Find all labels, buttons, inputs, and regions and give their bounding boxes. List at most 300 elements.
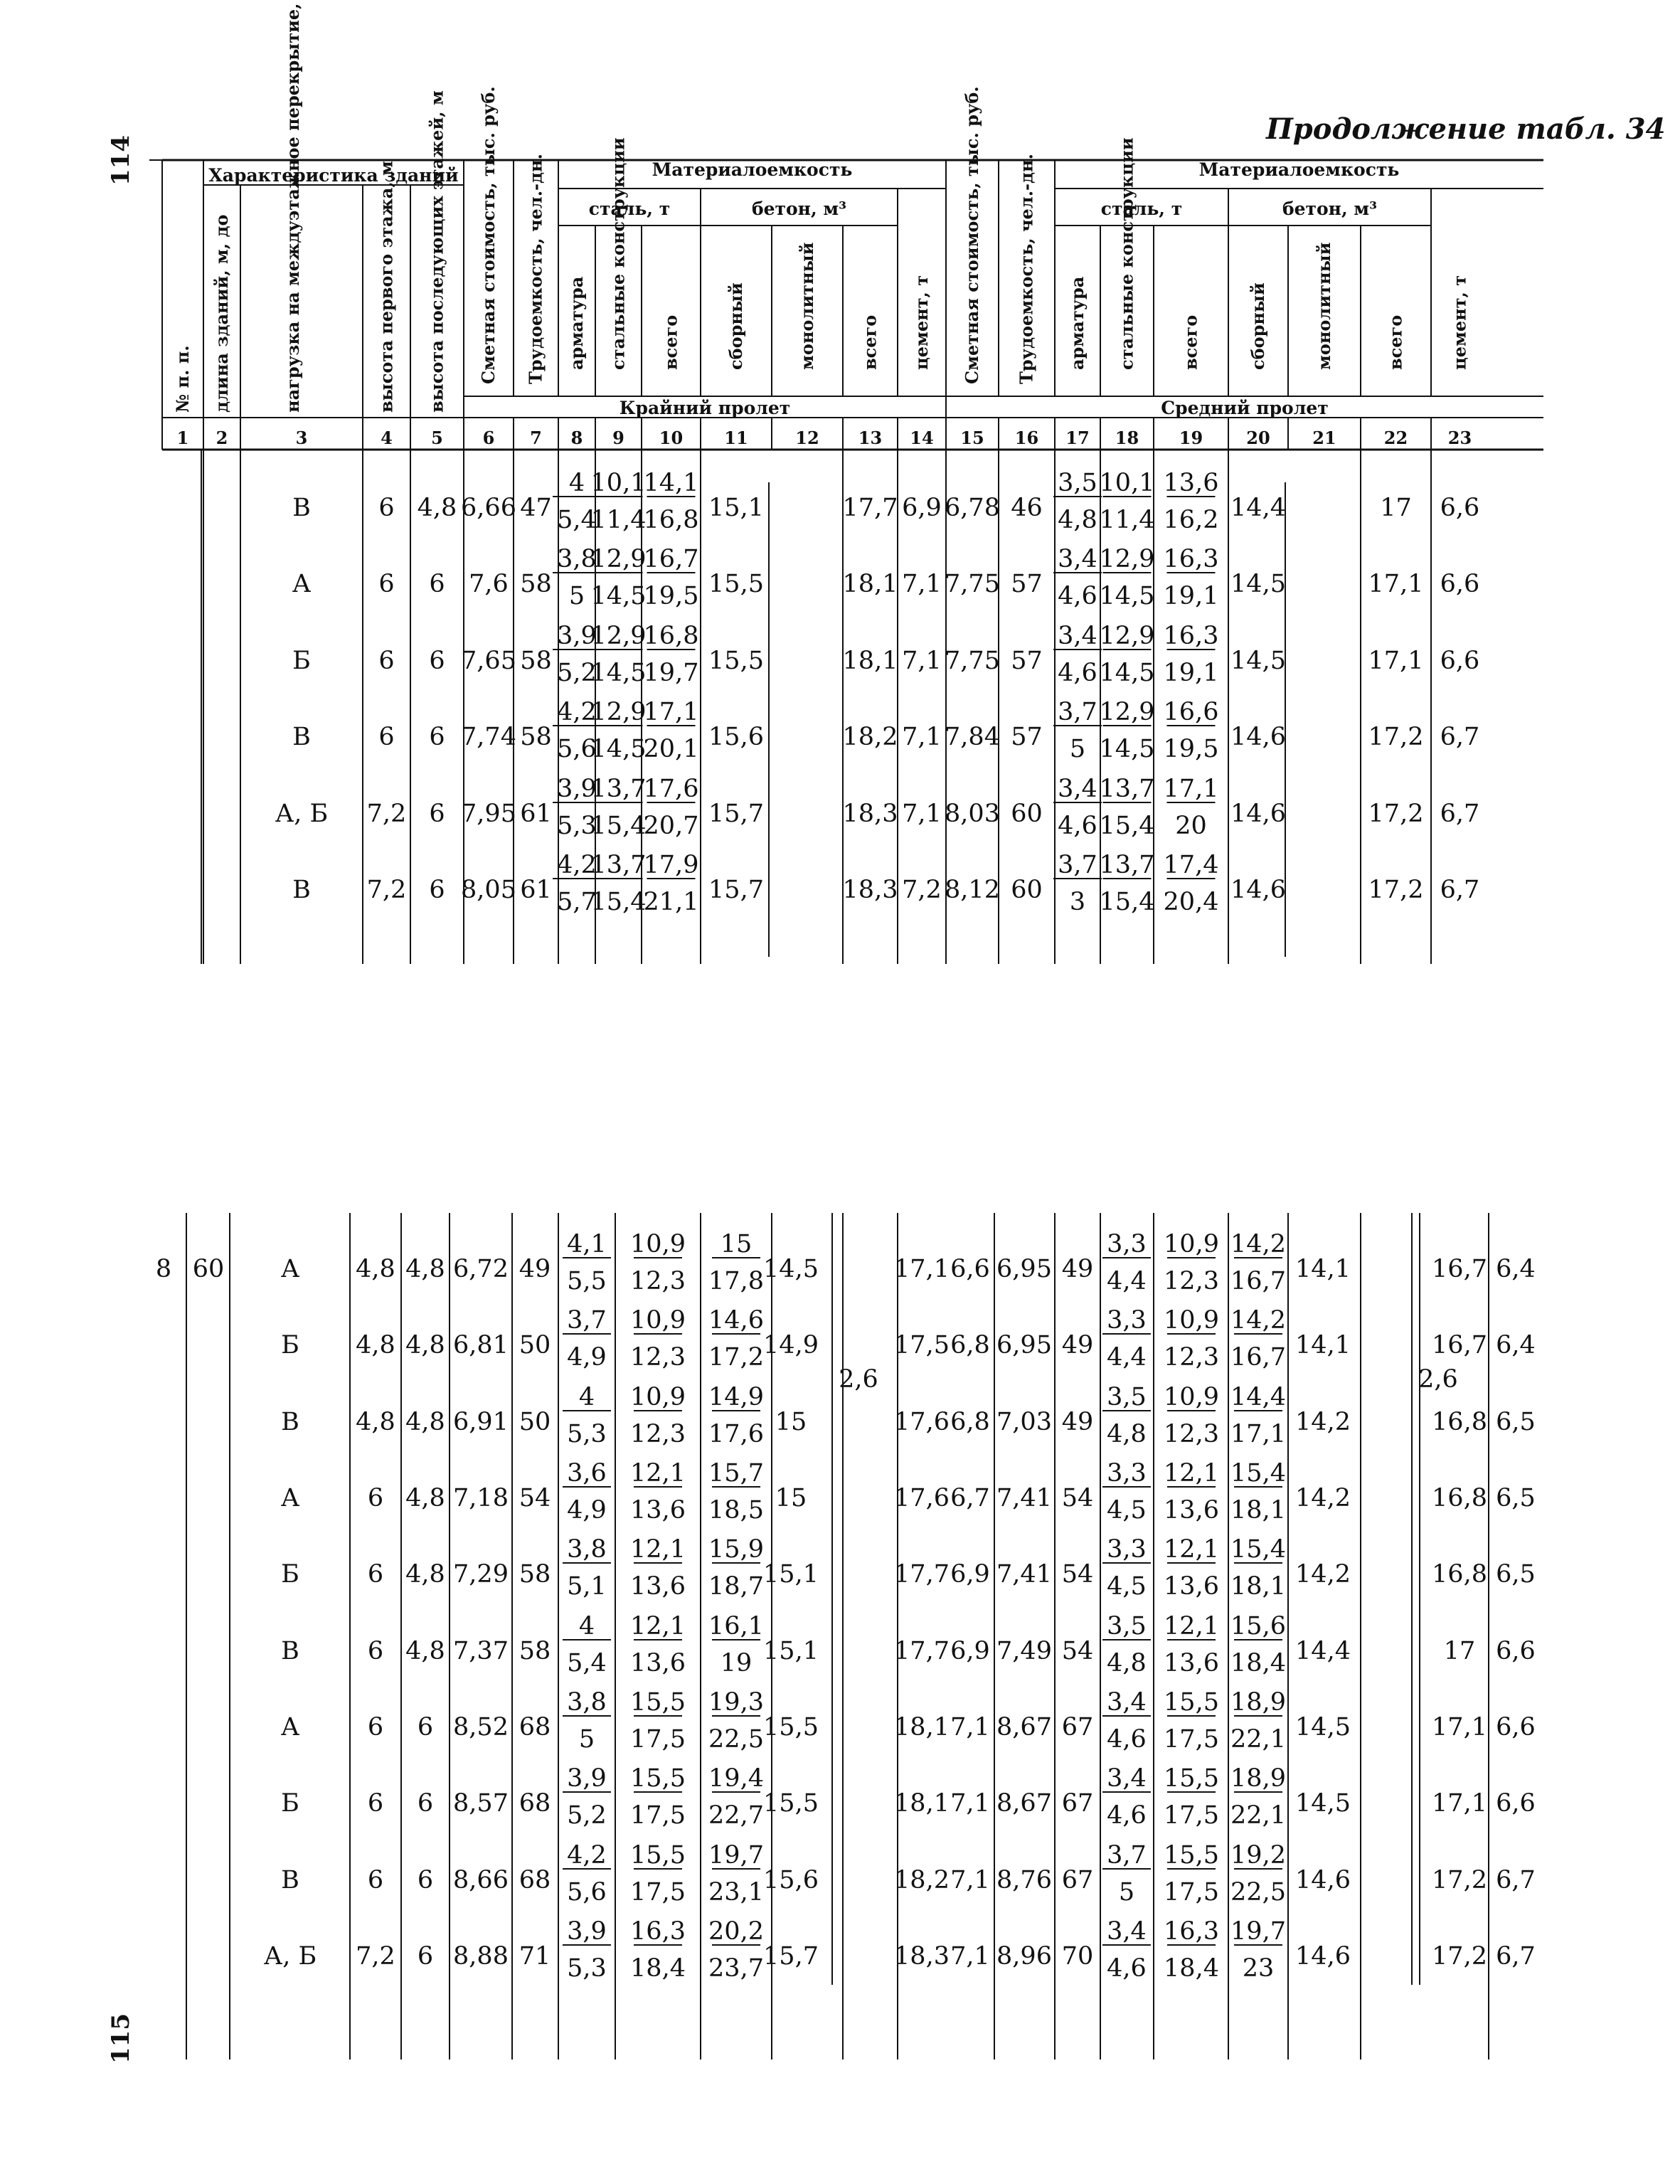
bottom-row-2-concrete-total-outer: 17,5 xyxy=(894,1331,950,1359)
bottom-row-6-precast-outer: 15,1 xyxy=(763,1637,819,1665)
column-number-5: 5 xyxy=(431,428,443,448)
top-row-3-steel-structures-outer-numerator: 12,9 xyxy=(590,622,647,650)
header-cost-outer: Сметная стоимость, тыс. руб. xyxy=(478,86,499,384)
bottom-row-4-cost-middle: 7,41 xyxy=(996,1484,1052,1512)
bottom-row-2-armature-outer-numerator: 3,7 xyxy=(567,1306,607,1335)
bottom-row-2-precast-outer: 14,9 xyxy=(763,1331,819,1359)
bottom-row-3-armature-middle-numerator: 3,5 xyxy=(1107,1383,1147,1411)
bottom-row-7-armature-outer-numerator: 3,8 xyxy=(567,1688,607,1717)
header-length: длина зданий, м, до xyxy=(211,214,232,413)
bottom-row-1-labor-outer: 49 xyxy=(519,1255,551,1283)
bottom-row-6-next-floors: 4,8 xyxy=(405,1637,445,1665)
bottom-row-5-next-floors: 4,8 xyxy=(405,1560,445,1589)
top-row-5-steel-total-middle-denominator: 20 xyxy=(1175,812,1207,840)
bottom-row-1-steel-total-middle-denominator: 16,7 xyxy=(1230,1267,1286,1295)
bottom-row-8-labor-middle: 67 xyxy=(1061,1789,1094,1818)
bottom-row-10-next-floors: 6 xyxy=(417,1942,434,1971)
top-row-4-steel-total-outer-denominator: 20,1 xyxy=(643,735,699,763)
bottom-row-4-steel-structures-outer-numerator: 12,1 xyxy=(630,1459,686,1488)
header-row-number: № п. п. xyxy=(172,345,193,413)
top-row-4-steel-structures-outer-denominator: 14,5 xyxy=(590,735,647,763)
bottom-row-7-steel-structures-outer-numerator: 15,5 xyxy=(630,1688,686,1717)
bottom-row-8-concrete-total-middle: 17,1 xyxy=(1432,1789,1487,1818)
top-row-5-concrete-total-middle: 17,2 xyxy=(1368,800,1424,828)
bottom-row-3-armature-outer-denominator: 5,3 xyxy=(567,1420,607,1448)
bottom-row-6-labor-outer: 58 xyxy=(519,1637,551,1665)
bottom-row-7-next-floors: 6 xyxy=(417,1713,434,1742)
top-row-1-cost-outer: 6,66 xyxy=(461,494,516,522)
header-next-floor-height: высота последующих этажей, м xyxy=(426,90,447,413)
bottom-row-8-armature-middle-denominator: 4,6 xyxy=(1107,1801,1147,1830)
bottom-row-6-armature-middle-denominator: 4,8 xyxy=(1107,1649,1147,1677)
bottom-row-8-steel-structures-outer-numerator: 15,5 xyxy=(630,1764,686,1793)
bottom-row-8-armature-middle-numerator: 3,4 xyxy=(1107,1764,1147,1793)
bottom-row-9-precast-outer: 15,6 xyxy=(763,1866,819,1894)
bottom-row-3-steel-total-outer-numerator: 14,9 xyxy=(708,1383,764,1411)
column-number-10: 10 xyxy=(659,428,684,448)
top-row-1-first-floor: 6 xyxy=(378,494,395,522)
bottom-row-7-concrete-total-middle: 17,1 xyxy=(1432,1713,1487,1742)
bottom-row-2-precast-middle: 14,1 xyxy=(1295,1331,1351,1359)
top-row-1-labor-outer: 47 xyxy=(520,494,552,522)
header-middle-span: Средний пролет xyxy=(1161,398,1329,418)
header-steel-outer: сталь, т xyxy=(588,198,671,219)
top-row-6-steel-structures-middle-numerator: 13,7 xyxy=(1099,851,1155,879)
bottom-building-length: 60 xyxy=(192,1255,225,1283)
top-row-3-cement-outer: 7,1 xyxy=(902,647,942,675)
bottom-row-1-steel-structures-outer-denominator: 12,3 xyxy=(630,1267,686,1295)
bottom-row-5-labor-outer: 58 xyxy=(519,1560,551,1589)
bottom-row-9-armature-outer-denominator: 5,6 xyxy=(567,1878,607,1907)
bottom-row-6-steel-total-middle-denominator: 18,4 xyxy=(1230,1649,1286,1677)
bottom-row-3-steel-total-middle-numerator: 14,4 xyxy=(1230,1383,1286,1411)
top-row-3-load: Б xyxy=(292,647,311,675)
bottom-row-4-cement-middle: 6,5 xyxy=(1496,1484,1536,1512)
bottom-row-3-concrete-total-middle: 16,8 xyxy=(1432,1408,1487,1436)
top-row-2-labor-outer: 58 xyxy=(520,570,552,598)
bottom-row-9-armature-middle-denominator: 5 xyxy=(1118,1878,1135,1907)
bottom-row-6-armature-outer-numerator: 4 xyxy=(578,1612,595,1640)
bottom-row-3-first-floor: 4,8 xyxy=(356,1408,395,1436)
header-labor-middle: Трудоемкость, чел.-дн. xyxy=(1016,154,1037,384)
bottom-row-6-steel-structures-outer-numerator: 12,1 xyxy=(630,1612,686,1640)
bottom-row-6-labor-middle: 54 xyxy=(1061,1637,1094,1665)
bottom-row-8-cost-outer: 8,57 xyxy=(453,1789,509,1818)
bottom-row-2-steel-total-outer-numerator: 14,6 xyxy=(708,1306,764,1335)
top-row-1-labor-middle: 46 xyxy=(1011,494,1043,522)
bottom-row-3-steel-structures-middle-denominator: 12,3 xyxy=(1164,1420,1219,1448)
bottom-row-9-labor-middle: 67 xyxy=(1061,1866,1094,1894)
bottom-row-10-labor-outer: 71 xyxy=(519,1942,551,1971)
bottom-row-7-labor-outer: 68 xyxy=(519,1713,551,1742)
top-row-2-cement-outer: 7,1 xyxy=(902,570,942,598)
bottom-row-3-steel-structures-outer-numerator: 10,9 xyxy=(630,1383,686,1411)
header-steel-middle: сталь, т xyxy=(1100,198,1183,219)
top-row-6-steel-structures-outer-numerator: 13,7 xyxy=(590,851,647,879)
bottom-row-10-concrete-total-middle: 17,2 xyxy=(1432,1942,1487,1971)
bottom-row-3-cost-middle: 7,03 xyxy=(996,1408,1052,1436)
top-row-1-steel-structures-outer-denominator: 11,4 xyxy=(590,506,647,534)
bottom-row-10-precast-middle: 14,6 xyxy=(1295,1942,1351,1971)
bottom-row-8-steel-structures-middle-denominator: 17,5 xyxy=(1164,1801,1219,1830)
bottom-row-5-cement-middle: 6,5 xyxy=(1496,1560,1536,1589)
bottom-row-3-steel-structures-outer-denominator: 12,3 xyxy=(630,1420,686,1448)
top-row-4-first-floor: 6 xyxy=(378,723,395,751)
bottom-row-8-armature-outer-numerator: 3,9 xyxy=(567,1764,607,1793)
bottom-row-10-armature-middle-numerator: 3,4 xyxy=(1107,1917,1147,1946)
column-number-1: 1 xyxy=(176,428,189,448)
bottom-row-1-cement-middle: 6,4 xyxy=(1496,1255,1536,1283)
bottom-row-7-cement-outer: 7,1 xyxy=(950,1713,990,1742)
bottom-row-6-steel-total-middle-numerator: 15,6 xyxy=(1230,1612,1286,1640)
bottom-row-10-cement-middle: 6,7 xyxy=(1496,1942,1536,1971)
top-row-1-armature-middle-denominator: 4,8 xyxy=(1058,506,1097,534)
bottom-row-9-precast-middle: 14,6 xyxy=(1295,1866,1351,1894)
top-row-6-armature-outer-denominator: 5,7 xyxy=(557,888,597,916)
bottom-row-2-next-floors: 4,8 xyxy=(405,1331,445,1359)
top-row-1-armature-outer-numerator: 4 xyxy=(568,469,585,497)
bottom-row-3-cost-outer: 6,91 xyxy=(453,1408,509,1436)
bottom-row-2-steel-total-middle-numerator: 14,2 xyxy=(1230,1306,1286,1335)
top-row-6-steel-structures-middle-denominator: 15,4 xyxy=(1099,888,1155,916)
top-row-6-armature-outer-numerator: 4,2 xyxy=(557,851,597,879)
bottom-row-8-next-floors: 6 xyxy=(417,1789,434,1818)
bottom-row-1-steel-total-outer-denominator: 17,8 xyxy=(708,1267,764,1295)
column-number-2: 2 xyxy=(216,428,228,448)
bottom-row-number: 8 xyxy=(155,1255,172,1283)
top-row-4-armature-middle-numerator: 3,7 xyxy=(1058,698,1097,726)
top-row-6-cost-middle: 8,12 xyxy=(945,876,1000,904)
bottom-row-1-load: А xyxy=(280,1255,300,1283)
bottom-row-8-precast-middle: 14,5 xyxy=(1295,1789,1351,1818)
bottom-row-5-cost-middle: 7,41 xyxy=(996,1560,1052,1589)
top-row-5-labor-outer: 61 xyxy=(520,800,552,828)
top-row-1-steel-total-outer-denominator: 16,8 xyxy=(643,506,699,534)
header-materials-outer: Материалоемкость xyxy=(652,159,853,180)
top-row-6-steel-total-middle-denominator: 20,4 xyxy=(1163,888,1219,916)
bottom-row-8-cement-outer: 7,1 xyxy=(950,1789,990,1818)
column-number-18: 18 xyxy=(1115,428,1139,448)
column-number-12: 12 xyxy=(795,428,819,448)
bottom-row-7-steel-structures-middle-numerator: 15,5 xyxy=(1164,1688,1219,1717)
bottom-row-10-steel-structures-outer-denominator: 18,4 xyxy=(630,1954,686,1983)
bottom-row-8-concrete-total-outer: 18,1 xyxy=(894,1789,950,1818)
bottom-row-6-cement-middle: 6,6 xyxy=(1496,1637,1536,1665)
bottom-row-1-steel-total-outer-numerator: 15 xyxy=(720,1230,753,1258)
bottom-row-10-armature-outer-denominator: 5,3 xyxy=(567,1954,607,1983)
top-row-5-armature-middle-denominator: 4,6 xyxy=(1058,812,1097,840)
top-row-6-steel-structures-outer-denominator: 15,4 xyxy=(590,888,647,916)
bottom-row-10-armature-outer-numerator: 3,9 xyxy=(567,1917,607,1946)
bottom-row-5-steel-total-outer-denominator: 18,7 xyxy=(708,1572,764,1601)
bottom-row-1-steel-structures-middle-denominator: 12,3 xyxy=(1164,1267,1219,1295)
bottom-row-3-steel-structures-middle-numerator: 10,9 xyxy=(1164,1383,1219,1411)
header-labor-outer: Трудоемкость, чел.-дн. xyxy=(525,154,546,384)
top-row-4-steel-structures-middle-numerator: 12,9 xyxy=(1099,698,1155,726)
bottom-row-3-steel-total-outer-denominator: 17,6 xyxy=(708,1420,764,1448)
top-row-4-armature-outer-denominator: 5,6 xyxy=(557,735,597,763)
table-caption: Продолжение табл. 34 xyxy=(1266,112,1666,146)
bottom-row-4-cement-outer: 6,7 xyxy=(950,1484,990,1512)
header-concrete-total-outer: всего xyxy=(859,314,881,370)
top-row-5-steel-structures-middle-denominator: 15,4 xyxy=(1099,812,1155,840)
column-number-17: 17 xyxy=(1065,428,1090,448)
bottom-row-2-concrete-total-middle: 16,7 xyxy=(1432,1331,1487,1359)
bottom-row-9-steel-total-middle-denominator: 22,5 xyxy=(1230,1878,1286,1907)
bottom-row-3-precast-outer: 15 xyxy=(775,1408,807,1436)
bottom-row-9-steel-structures-outer-numerator: 15,5 xyxy=(630,1841,686,1870)
top-row-4-cement-outer: 7,1 xyxy=(902,723,942,751)
bottom-row-9-cost-middle: 8,76 xyxy=(996,1866,1052,1894)
top-row-3-precast-outer: 15,5 xyxy=(708,647,764,675)
bottom-row-4-cost-outer: 7,18 xyxy=(453,1484,509,1512)
bottom-row-5-steel-total-middle-numerator: 15,4 xyxy=(1230,1535,1286,1564)
bottom-row-8-steel-total-middle-denominator: 22,1 xyxy=(1230,1801,1286,1830)
bottom-row-7-labor-middle: 67 xyxy=(1061,1713,1094,1742)
bottom-row-6-cement-outer: 6,9 xyxy=(950,1637,990,1665)
top-row-4-steel-structures-outer-numerator: 12,9 xyxy=(590,698,647,726)
top-row-4-cost-middle: 7,84 xyxy=(945,723,1000,751)
top-row-1-concrete-total-outer: 17,7 xyxy=(842,494,898,522)
header-steel-total-middle: всего xyxy=(1180,314,1201,370)
top-row-6-steel-total-middle-numerator: 17,4 xyxy=(1163,851,1219,879)
top-row-1-steel-structures-middle-denominator: 11,4 xyxy=(1099,506,1155,534)
top-row-3-first-floor: 6 xyxy=(378,647,395,675)
top-row-3-precast-middle: 14,5 xyxy=(1230,647,1286,675)
bottom-row-2-armature-middle-denominator: 4,4 xyxy=(1107,1343,1147,1372)
bottom-row-3-concrete-total-outer: 17,6 xyxy=(894,1408,950,1436)
top-row-2-labor-middle: 57 xyxy=(1011,570,1043,598)
bottom-row-4-labor-outer: 54 xyxy=(519,1484,551,1512)
bottom-row-1-next-floors: 4,8 xyxy=(405,1255,445,1283)
header-armature-middle: арматура xyxy=(1067,276,1088,370)
bottom-row-4-steel-structures-middle-denominator: 13,6 xyxy=(1164,1496,1219,1525)
bottom-row-9-concrete-total-middle: 17,2 xyxy=(1432,1866,1487,1894)
bottom-row-5-armature-outer-numerator: 3,8 xyxy=(567,1535,607,1564)
top-row-6-first-floor: 7,2 xyxy=(366,876,407,904)
bottom-row-1-concrete-total-outer: 17,1 xyxy=(894,1255,950,1283)
page-number-bottom: 115 xyxy=(107,2013,135,2064)
bottom-row-5-cement-outer: 6,9 xyxy=(950,1560,990,1589)
column-number-3: 3 xyxy=(295,428,308,448)
bottom-row-9-cost-outer: 8,66 xyxy=(453,1866,509,1894)
top-row-6-steel-total-outer-denominator: 21,1 xyxy=(643,888,699,916)
bottom-row-4-first-floor: 6 xyxy=(367,1484,384,1512)
bottom-row-8-cost-middle: 8,67 xyxy=(996,1789,1052,1818)
top-row-2-steel-total-outer-numerator: 16,7 xyxy=(643,545,699,573)
top-row-4-precast-outer: 15,6 xyxy=(708,723,764,751)
top-row-2-steel-total-outer-denominator: 19,5 xyxy=(643,582,699,610)
header-building-characteristics: Характеристика зданий xyxy=(208,165,459,186)
top-row-3-steel-total-outer-numerator: 16,8 xyxy=(643,622,699,650)
column-number-22: 22 xyxy=(1383,428,1408,448)
column-number-15: 15 xyxy=(960,428,984,448)
top-row-2-steel-total-middle-numerator: 16,3 xyxy=(1163,545,1219,573)
bottom-row-10-steel-total-outer-denominator: 23,7 xyxy=(708,1954,764,1983)
top-row-1-load: В xyxy=(292,494,311,522)
top-row-1-precast-middle: 14,4 xyxy=(1230,494,1286,522)
bottom-row-10-steel-structures-middle-denominator: 18,4 xyxy=(1164,1954,1219,1983)
top-row-2-concrete-total-outer: 18,1 xyxy=(842,570,898,598)
bottom-row-7-steel-total-middle-numerator: 18,9 xyxy=(1230,1688,1286,1717)
top-row-2-steel-structures-middle-numerator: 12,9 xyxy=(1099,545,1155,573)
top-row-5-load: А, Б xyxy=(275,800,329,828)
bottom-row-5-steel-structures-outer-numerator: 12,1 xyxy=(630,1535,686,1564)
bottom-row-2-cost-middle: 6,95 xyxy=(996,1331,1052,1359)
bottom-row-5-steel-total-outer-numerator: 15,9 xyxy=(708,1535,764,1564)
bottom-row-4-precast-middle: 14,2 xyxy=(1295,1484,1351,1512)
header-cement-middle: цемент, т xyxy=(1449,275,1470,370)
bottom-row-2-armature-middle-numerator: 3,3 xyxy=(1107,1306,1147,1335)
bottom-row-7-precast-outer: 15,5 xyxy=(763,1713,819,1742)
bottom-row-4-steel-total-outer-denominator: 18,5 xyxy=(708,1496,764,1525)
bottom-row-4-precast-outer: 15 xyxy=(775,1484,807,1512)
bottom-row-1-cement-outer: 6,6 xyxy=(950,1255,990,1283)
top-row-4-load: В xyxy=(292,723,311,751)
bottom-row-4-next-floors: 4,8 xyxy=(405,1484,445,1512)
bottom-row-3-cement-middle: 6,5 xyxy=(1496,1408,1536,1436)
column-number-13: 13 xyxy=(858,428,883,448)
bottom-row-7-steel-structures-middle-denominator: 17,5 xyxy=(1164,1725,1219,1754)
top-row-3-armature-outer-denominator: 5,2 xyxy=(557,659,597,687)
bottom-row-1-armature-outer-numerator: 4,1 xyxy=(567,1230,607,1258)
bottom-row-2-labor-middle: 49 xyxy=(1061,1331,1094,1359)
bottom-monolithic-middle-shared: 2,6 xyxy=(1418,1365,1458,1394)
top-row-2-armature-middle-numerator: 3,4 xyxy=(1058,545,1097,573)
top-row-1-cement-middle: 6,6 xyxy=(1440,494,1480,522)
bottom-row-7-steel-total-outer-denominator: 22,5 xyxy=(708,1725,764,1754)
top-row-5-cost-outer: 7,95 xyxy=(461,800,516,828)
bottom-row-4-concrete-total-outer: 17,6 xyxy=(894,1484,950,1512)
top-row-1-steel-total-middle-denominator: 16,2 xyxy=(1163,506,1219,534)
bottom-row-9-steel-total-outer-numerator: 19,7 xyxy=(708,1841,764,1870)
top-row-4-concrete-total-outer: 18,2 xyxy=(842,723,898,751)
top-row-3-steel-structures-middle-numerator: 12,9 xyxy=(1099,622,1155,650)
header-cost-middle: Сметная стоимость, тыс. руб. xyxy=(962,86,982,384)
top-row-4-armature-outer-numerator: 4,2 xyxy=(557,698,597,726)
top-row-2-next-floors: 6 xyxy=(429,570,445,598)
top-row-6-next-floors: 6 xyxy=(429,876,445,904)
top-row-2-armature-outer-numerator: 3,8 xyxy=(557,545,597,573)
top-row-4-steel-structures-middle-denominator: 14,5 xyxy=(1099,735,1155,763)
bottom-row-10-precast-outer: 15,7 xyxy=(763,1942,819,1971)
bottom-row-9-concrete-total-outer: 18,2 xyxy=(894,1866,950,1894)
bottom-row-5-steel-structures-outer-denominator: 13,6 xyxy=(630,1572,686,1601)
top-row-4-cement-middle: 6,7 xyxy=(1440,723,1480,751)
bottom-row-7-armature-middle-numerator: 3,4 xyxy=(1107,1688,1147,1717)
bottom-row-6-cost-outer: 7,37 xyxy=(453,1637,509,1665)
top-row-4-steel-total-outer-numerator: 17,1 xyxy=(643,698,699,726)
bottom-row-1-armature-middle-numerator: 3,3 xyxy=(1107,1230,1147,1258)
bottom-row-10-steel-total-middle-numerator: 19,7 xyxy=(1230,1917,1286,1946)
top-row-4-next-floors: 6 xyxy=(429,723,445,751)
column-number-19: 19 xyxy=(1179,428,1203,448)
top-row-6-cost-outer: 8,05 xyxy=(461,876,516,904)
bottom-row-8-steel-structures-outer-denominator: 17,5 xyxy=(630,1801,686,1830)
bottom-row-6-steel-structures-middle-denominator: 13,6 xyxy=(1164,1649,1219,1677)
bottom-row-5-steel-structures-middle-numerator: 12,1 xyxy=(1164,1535,1219,1564)
top-row-3-steel-total-outer-denominator: 19,7 xyxy=(643,659,699,687)
top-row-5-first-floor: 7,2 xyxy=(366,800,407,828)
top-row-3-concrete-total-middle: 17,1 xyxy=(1368,647,1424,675)
bottom-row-1-steel-total-middle-numerator: 14,2 xyxy=(1230,1230,1286,1258)
column-number-6: 6 xyxy=(482,428,495,448)
top-row-2-cost-middle: 7,75 xyxy=(945,570,1000,598)
top-row-6-labor-middle: 60 xyxy=(1011,876,1043,904)
header-monolithic-middle: монолитный xyxy=(1314,242,1334,370)
top-row-6-cement-outer: 7,2 xyxy=(902,876,942,904)
header-cement-outer: цемент, т xyxy=(911,275,932,370)
top-row-3-steel-total-middle-numerator: 16,3 xyxy=(1163,622,1219,650)
top-row-1-cement-outer: 6,9 xyxy=(902,494,942,522)
top-row-1-armature-middle-numerator: 3,5 xyxy=(1058,469,1097,497)
top-row-3-cost-middle: 7,75 xyxy=(945,647,1000,675)
top-row-4-steel-total-middle-denominator: 19,5 xyxy=(1163,735,1219,763)
bottom-row-6-steel-total-outer-numerator: 16,1 xyxy=(708,1612,764,1640)
header-concrete-outer: бетон, м³ xyxy=(751,198,847,219)
top-row-3-steel-total-middle-denominator: 19,1 xyxy=(1163,659,1219,687)
header-first-floor-height: высота первого этажа, м xyxy=(376,161,397,413)
bottom-row-7-concrete-total-outer: 18,1 xyxy=(894,1713,950,1742)
column-number-14: 14 xyxy=(910,428,934,448)
bottom-row-2-cost-outer: 6,81 xyxy=(453,1331,509,1359)
top-row-3-concrete-total-outer: 18,1 xyxy=(842,647,898,675)
bottom-row-1-concrete-total-middle: 16,7 xyxy=(1432,1255,1487,1283)
top-row-2-armature-middle-denominator: 4,6 xyxy=(1058,582,1097,610)
top-row-6-precast-outer: 15,7 xyxy=(708,876,764,904)
bottom-row-7-steel-total-middle-denominator: 22,1 xyxy=(1230,1725,1286,1754)
top-row-5-precast-outer: 15,7 xyxy=(708,800,764,828)
bottom-row-6-armature-middle-numerator: 3,5 xyxy=(1107,1612,1147,1640)
header-concrete-middle: бетон, м³ xyxy=(1282,198,1378,219)
top-row-6-concrete-total-outer: 18,3 xyxy=(842,876,898,904)
top-row-1-concrete-total-middle: 17 xyxy=(1380,494,1412,522)
bottom-row-2-armature-outer-denominator: 4,9 xyxy=(567,1343,607,1372)
top-row-3-labor-outer: 58 xyxy=(520,647,552,675)
bottom-row-2-first-floor: 4,8 xyxy=(356,1331,395,1359)
bottom-row-6-concrete-total-outer: 17,7 xyxy=(894,1637,950,1665)
bottom-row-1-labor-middle: 49 xyxy=(1061,1255,1094,1283)
top-row-2-steel-total-middle-denominator: 19,1 xyxy=(1163,582,1219,610)
header-concrete-total-middle: всего xyxy=(1385,314,1406,370)
column-number-8: 8 xyxy=(570,428,583,448)
top-row-4-labor-outer: 58 xyxy=(520,723,552,751)
header-steel-total-outer: всего xyxy=(660,314,681,370)
bottom-row-4-steel-total-middle-numerator: 15,4 xyxy=(1230,1459,1286,1488)
bottom-row-2-cement-middle: 6,4 xyxy=(1496,1331,1536,1359)
bottom-row-1-steel-structures-outer-numerator: 10,9 xyxy=(630,1230,686,1258)
column-number-21: 21 xyxy=(1312,428,1336,448)
top-row-5-armature-middle-numerator: 3,4 xyxy=(1058,775,1097,803)
bottom-row-7-steel-total-outer-numerator: 19,3 xyxy=(708,1688,764,1717)
bottom-row-4-labor-middle: 54 xyxy=(1061,1484,1094,1512)
bottom-row-10-concrete-total-outer: 18,3 xyxy=(894,1942,950,1971)
bottom-row-6-steel-structures-middle-numerator: 12,1 xyxy=(1164,1612,1219,1640)
bottom-row-4-armature-outer-numerator: 3,6 xyxy=(567,1459,607,1488)
bottom-row-9-cement-middle: 6,7 xyxy=(1496,1866,1536,1894)
bottom-row-9-first-floor: 6 xyxy=(367,1866,384,1894)
top-row-6-cement-middle: 6,7 xyxy=(1440,876,1480,904)
top-row-5-steel-structures-middle-numerator: 13,7 xyxy=(1099,775,1155,803)
top-row-1-steel-total-middle-numerator: 13,6 xyxy=(1163,469,1219,497)
bottom-row-10-load: А, Б xyxy=(263,1942,317,1971)
bottom-row-9-steel-structures-middle-denominator: 17,5 xyxy=(1164,1878,1219,1907)
top-row-6-armature-middle-denominator: 3 xyxy=(1069,888,1086,916)
column-number-11: 11 xyxy=(724,428,748,448)
top-row-5-steel-total-outer-denominator: 20,7 xyxy=(643,812,699,840)
bottom-row-4-load: А xyxy=(280,1484,300,1512)
column-number-16: 16 xyxy=(1014,428,1039,448)
